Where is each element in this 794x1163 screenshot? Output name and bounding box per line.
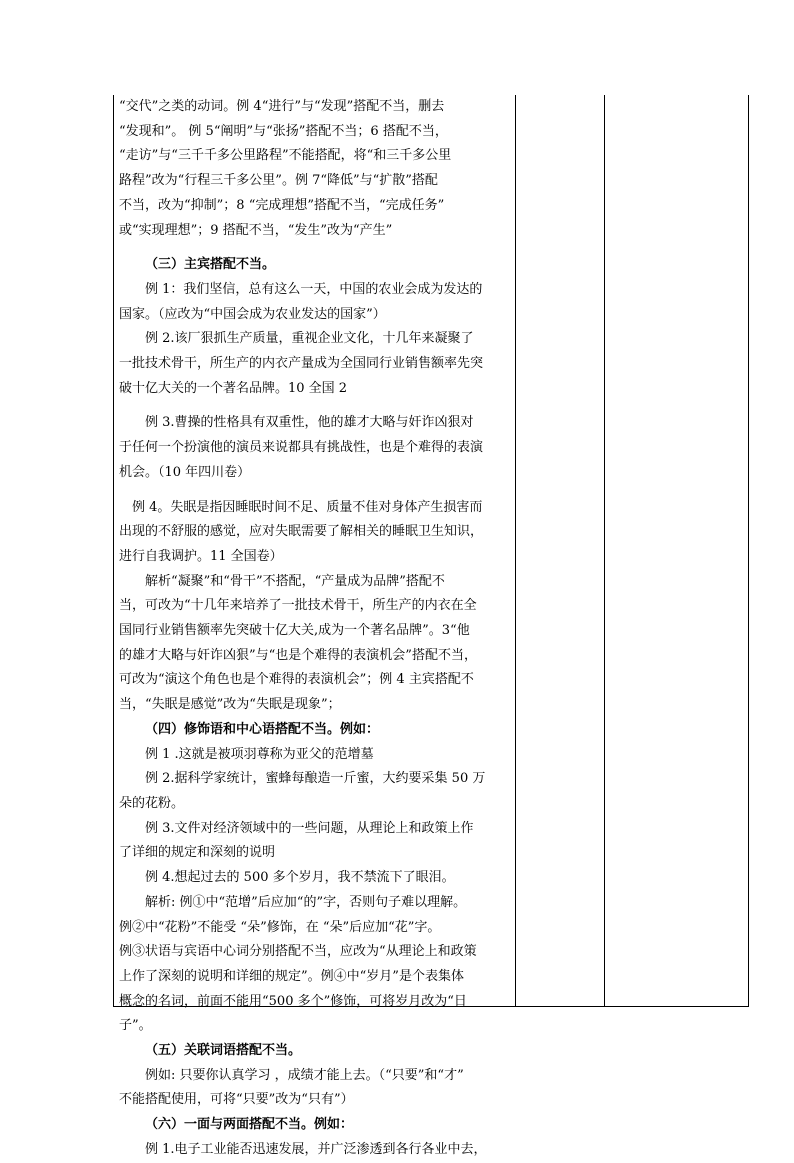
section-heading-6: （六）一面与两面搭配不当。例如： bbox=[145, 1117, 354, 1133]
table-border-left bbox=[113, 95, 114, 1007]
text-line: 例 3.文件对经济领域中的一些问题，从理论上和政策上作 bbox=[145, 820, 474, 836]
text-line: 例 1.电子工业能否迅速发展，并广泛渗透到各行各业中去， bbox=[145, 1141, 487, 1157]
text-line: 解析: 例①中“范增”后应加“的”字，否则句子难以理解。 bbox=[145, 894, 467, 910]
text-line: 概念的名词，前面不能用“500 多个”修饰，可将岁月改为“日 bbox=[119, 993, 467, 1009]
column-divider-2 bbox=[604, 95, 605, 1007]
text-line: 例 4.想起过去的 500 多个岁月，我不禁流下了眼泪。 bbox=[145, 870, 455, 886]
text-line: 进行自我调护。11 全国卷） bbox=[119, 548, 283, 564]
text-line: 破十亿大关的一个著名品牌。10 全国 2 bbox=[119, 380, 348, 396]
text-line: 例②中“花粉”不能受 “朵”修饰，在 “朵”后应加“花”字。 bbox=[119, 919, 441, 935]
text-line: 不当，改为“抑制”；8 “完成理想”搭配不当，“完成任务” bbox=[119, 197, 445, 213]
text-line: 了详细的规定和深刻的说明 bbox=[119, 845, 276, 861]
table-border-right bbox=[748, 95, 749, 1007]
section-heading-5: （五）关联词语搭配不当。 bbox=[145, 1043, 302, 1059]
text-line: 例 1：我们坚信，总有这么一天，中国的农业会成为发达的 bbox=[145, 281, 483, 297]
content-column bbox=[119, 95, 511, 1157]
text-line: 路程”改为“行程三千多公里”。例 7“降低”与“扩散”搭配 bbox=[119, 173, 438, 189]
text-line: “发现和”。 例 5“阐明”与“张扬”搭配不当；6 搭配不当， bbox=[119, 123, 448, 139]
text-line: 或“实现理想”；9 搭配不当，“发生”改为“产生” bbox=[119, 222, 393, 238]
section-heading-3: （三）主宾搭配不当。 bbox=[145, 257, 276, 273]
text-line: 例③状语与宾语中心词分别搭配不当，应改为“从理论上和政策 bbox=[119, 944, 477, 960]
text-line: 当，可改为“十几年来培养了一批技术骨干，所生产的内衣在全 bbox=[119, 598, 477, 614]
section-heading-4: （四）修饰语和中心语搭配不当。例如： bbox=[145, 721, 380, 737]
lesson-table bbox=[113, 95, 749, 1157]
text-line: 例 1 .这就是被项羽尊称为亚父的范增墓 bbox=[145, 746, 374, 762]
text-line: 不能搭配使用，可将“只要”改为“只有”） bbox=[119, 1092, 354, 1108]
text-line: 一批技术骨干，所生产的内衣产量成为全国同行业销售额率先突 bbox=[119, 356, 484, 372]
text-line: 于任何一个扮演他的演员来说都具有挑战性，也是个难得的表演 bbox=[119, 440, 484, 456]
text-line: 当，“失眠是感觉”改为“失眠是现象”； bbox=[119, 697, 341, 713]
text-line: “走访”与“三千千多公里路程”不能搭配，将“和三千多公里 bbox=[119, 148, 452, 164]
text-line: 例 2.该厂狠抓生产质量，重视企业文化，十几年来凝聚了 bbox=[145, 331, 474, 347]
text-line: 国家。（应改为“中国会成为农业发达的国家”） bbox=[119, 306, 386, 322]
text-line: 的雄才大略与奸诈凶狠”与“也是个难得的表演机会”搭配不当， bbox=[119, 647, 477, 663]
text-line: 朵的花粉。 bbox=[119, 795, 185, 811]
text-line: 子”。 bbox=[119, 1018, 152, 1034]
text-line: 机会。（10 年四川卷） bbox=[119, 464, 251, 480]
text-line: 例如: 只要你认真学习 ，成绩才能上去。（“只要”和“才” bbox=[145, 1067, 464, 1083]
text-line: 国同行业销售额率先突破十亿大关,成为一个著名品牌”。3“他 bbox=[119, 623, 470, 639]
text-line: “交代”之类的动词。例 4“进行”与“发现”搭配不当，删去 bbox=[119, 99, 445, 114]
text-line: 上作了深刻的说明和详细的规定”。例④中“岁月”是个表集体 bbox=[119, 968, 464, 984]
text-line: 解析“凝聚”和“骨干”不搭配，“产量成为品牌”搭配不 bbox=[145, 573, 445, 589]
text-line: 可改为“演这个角色也是个难得的表演机会”；例 4 主宾搭配不 bbox=[119, 672, 474, 688]
text-line: 出现的不舒服的感觉，应对失眠需要了解相关的睡眠卫生知识， bbox=[119, 524, 484, 540]
column-divider-1 bbox=[515, 95, 516, 1007]
text-line: 例 3.曹操的性格具有双重性，他的雄才大略与奸诈凶狠对 bbox=[145, 415, 474, 431]
text-line: 例 4。失眠是指因睡眠时间不足、质量不佳对身体产生损害而 bbox=[132, 499, 483, 515]
text-line: 例 2.据科学家统计，蜜蜂每酿造一斤蜜，大约要采集 50 万 bbox=[145, 771, 486, 787]
